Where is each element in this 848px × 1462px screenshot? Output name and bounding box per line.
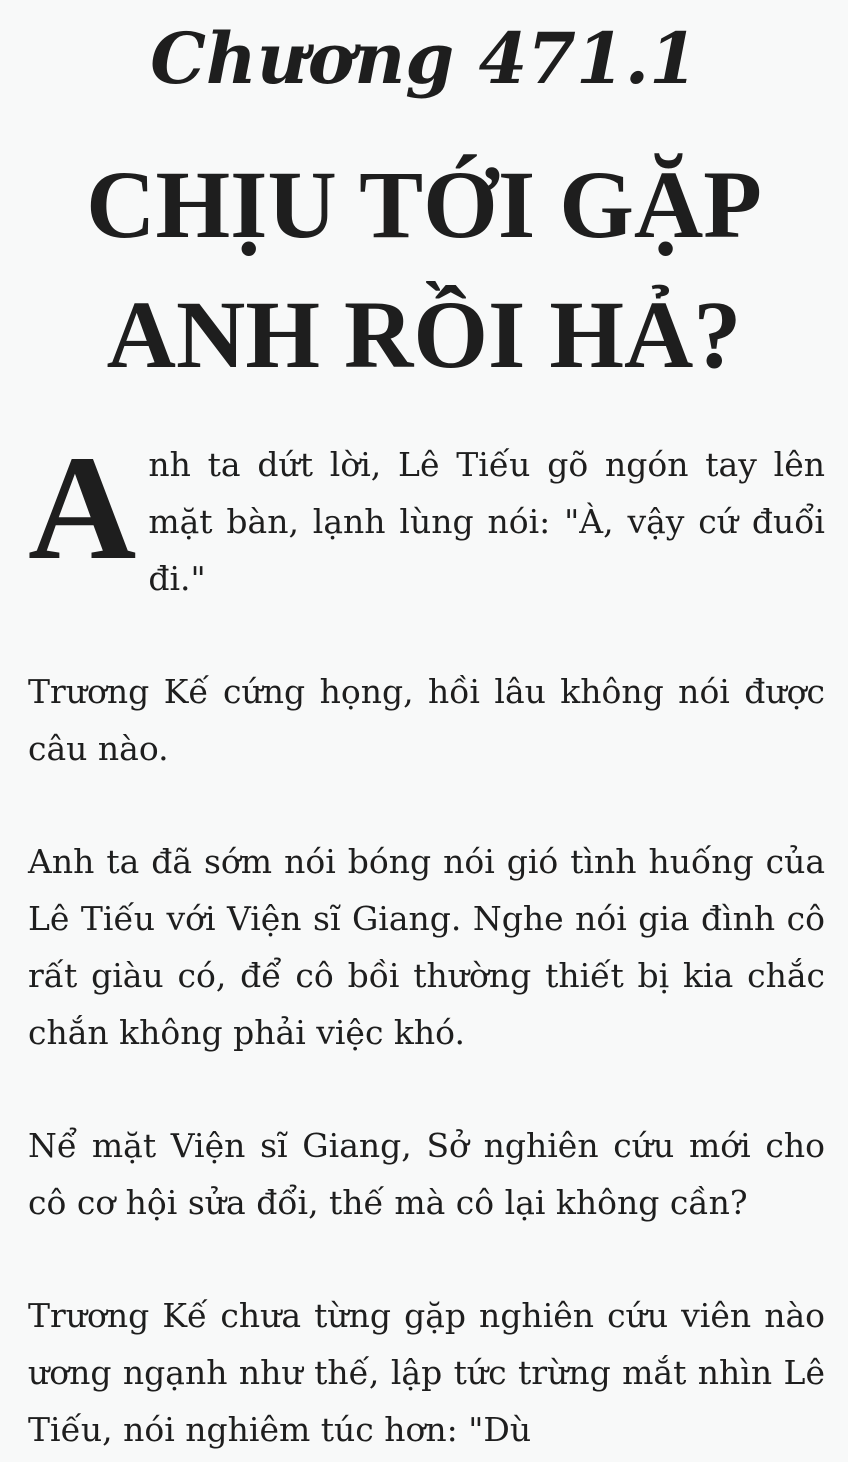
chapter-title: [0, 140, 848, 400]
chapter-body: [28, 425, 825, 1462]
paragraph: Anh ta đã sớm nói bóng nói gió tình huống của Lê Tiếu với Viện sĩ Giang. Nghe nói gia đình cô rất giàu có, để cô bồi thường thiết bị kia chắc chắn không phải việc khó.: [28, 842, 825, 1052]
paragraph: Trương Kế cứng họng, hồi lâu không nói được câu nào.: [28, 672, 825, 768]
paragraph-text: nh ta dứt lời, Lê Tiếu gõ ngón tay lên mặt bàn, lạnh lùng nói: "À, vậy cứ đuổi đi.": [148, 445, 825, 598]
paragraph: Nể mặt Viện sĩ Giang, Sở nghiên cứu mới cho cô cơ hội sửa đổi, thế mà cô lại không cần?: [28, 1126, 825, 1222]
paragraph: [28, 425, 825, 607]
chapter-title-line-2: ANH RỒI HẢ?: [106, 281, 742, 388]
drop-cap: A: [28, 425, 137, 591]
paragraph: Trương Kế chưa từng gặp nghiên cứu viên nào ương ngạnh như thế, lập tức trừng mắt nhìn Lê Tiếu, nói nghiêm túc hơn: "Dù: [28, 1296, 825, 1449]
chapter-number: Chương 471.1: [150, 17, 698, 100]
chapter-title-line-1: CHỊU TỚI GẶP: [86, 151, 762, 258]
